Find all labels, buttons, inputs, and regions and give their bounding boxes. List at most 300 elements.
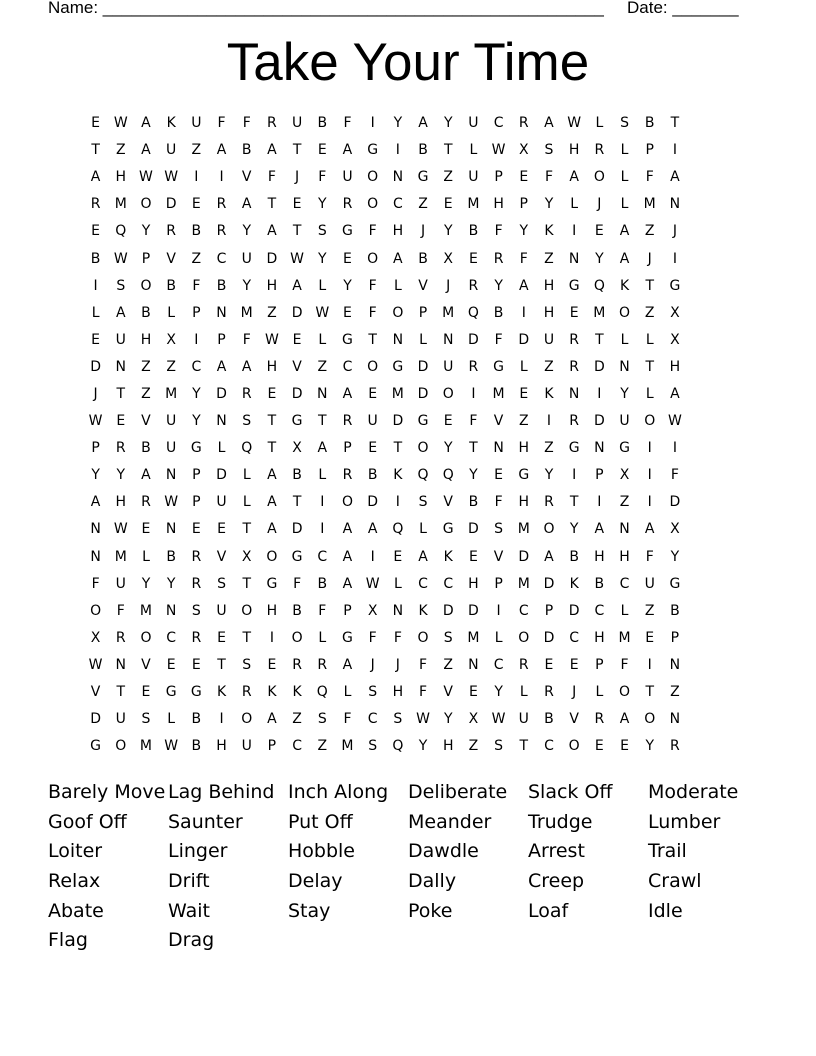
grid-letter: E xyxy=(292,196,302,213)
grid-letter: F xyxy=(368,304,377,321)
grid-letter: I xyxy=(672,440,677,457)
grid-letter: L xyxy=(217,440,226,457)
grid-letter: V xyxy=(216,548,227,565)
grid-row xyxy=(83,191,731,218)
grid-letter: D xyxy=(543,575,555,592)
grid-letter: O xyxy=(442,385,454,402)
grid-letter: E xyxy=(594,738,604,755)
grid-letter: R xyxy=(594,142,605,159)
grid-letter: A xyxy=(418,548,428,565)
grid-row xyxy=(83,300,731,327)
grid-letter: V xyxy=(292,358,302,375)
grid-letter: U xyxy=(518,711,529,728)
grid-letter: I xyxy=(320,494,325,511)
grid-letter: W xyxy=(88,656,103,673)
grid-letter: I xyxy=(395,142,400,159)
grid-letter: L xyxy=(167,304,176,321)
grid-letter: U xyxy=(115,575,126,592)
word-bank-item: Lumber xyxy=(648,810,721,833)
word-bank-item: Inch Along xyxy=(288,781,389,803)
grid-letter: N xyxy=(90,548,101,565)
grid-letter: O xyxy=(140,277,152,294)
grid-letter: W xyxy=(113,250,128,267)
grid-letter: Y xyxy=(519,223,529,240)
grid-letter: T xyxy=(242,521,251,538)
grid-letter: Y xyxy=(443,115,453,132)
grid-letter: J xyxy=(572,684,577,701)
grid-letter: T xyxy=(116,684,126,701)
grid-letter: T xyxy=(469,440,478,457)
grid-letter: X xyxy=(367,602,378,619)
grid-letter: O xyxy=(619,304,631,321)
grid-letter: N xyxy=(115,358,127,375)
grid-letter: D xyxy=(291,521,303,538)
grid-letter: Y xyxy=(318,250,327,267)
grid-letter: T xyxy=(292,494,302,511)
grid-letter: L xyxy=(242,467,251,484)
grid-letter: S xyxy=(217,575,226,592)
grid-letter: P xyxy=(418,304,428,321)
grid-letter: M xyxy=(618,629,631,646)
grid-letter: R xyxy=(241,684,252,701)
grid-letter: Z xyxy=(644,304,655,321)
grid-letter: R xyxy=(518,656,529,673)
grid-letter: B xyxy=(367,467,378,484)
grid-letter: B xyxy=(569,548,579,565)
grid-letter: T xyxy=(267,440,277,457)
word-bank xyxy=(48,778,788,956)
grid-letter: L xyxy=(393,575,402,592)
grid-letter: A xyxy=(216,358,227,375)
grid-letter: U xyxy=(216,494,227,511)
grid-letter: A xyxy=(267,223,277,240)
grid-letter: J xyxy=(295,169,300,186)
grid-letter: B xyxy=(216,277,227,294)
grid-letter: D xyxy=(266,250,278,267)
grid-letter: J xyxy=(597,196,602,213)
grid-letter: I xyxy=(597,385,602,402)
grid-letter: K xyxy=(418,602,428,619)
grid-letter: R xyxy=(493,250,504,267)
grid-letter: Q xyxy=(316,684,328,701)
grid-letter: A xyxy=(90,494,101,511)
grid-letter: Z xyxy=(115,142,126,159)
grid-letter: G xyxy=(417,413,429,430)
grid-letter: A xyxy=(342,385,353,402)
grid-letter: O xyxy=(593,169,605,186)
grid-letter: P xyxy=(192,467,201,484)
grid-letter: G xyxy=(190,684,202,701)
grid-letter: E xyxy=(368,385,378,402)
grid-letter: C xyxy=(216,250,227,267)
grid-letter: T xyxy=(569,494,579,511)
grid-letter: O xyxy=(568,738,580,755)
grid-letter: O xyxy=(367,358,379,375)
grid-letter: K xyxy=(292,684,302,701)
grid-letter: R xyxy=(518,115,529,132)
grid-letter: O xyxy=(291,629,303,646)
grid-letter: K xyxy=(216,684,227,701)
grid-letter: F xyxy=(419,656,428,673)
grid-letter: R xyxy=(216,196,227,213)
grid-letter: W xyxy=(164,738,179,755)
grid-letter: H xyxy=(493,196,504,213)
grid-letter: W xyxy=(264,331,279,348)
grid-letter: A xyxy=(367,521,378,538)
grid-letter: F xyxy=(645,548,654,565)
page-title: Take Your Time xyxy=(226,33,590,92)
grid-letter: U xyxy=(166,440,177,457)
word-bank-item: Crawl xyxy=(648,870,702,893)
word-bank-item: Arrest xyxy=(528,840,585,863)
grid-letter: I xyxy=(572,223,577,240)
grid-letter: I xyxy=(269,629,274,646)
word-bank-item: Lag Behind xyxy=(168,781,275,803)
grid-letter: F xyxy=(242,115,251,132)
grid-letter: P xyxy=(91,440,100,457)
grid-letter: H xyxy=(115,494,127,511)
grid-letter: E xyxy=(519,385,529,402)
grid-letter: M xyxy=(517,521,530,538)
grid-letter: H xyxy=(543,277,555,294)
grid-letter: Y xyxy=(141,223,151,240)
grid-letter: W xyxy=(567,115,582,132)
grid-letter: Q xyxy=(593,277,605,294)
grid-letter: C xyxy=(569,629,580,646)
grid-row xyxy=(83,137,731,164)
grid-letter: O xyxy=(543,521,555,538)
grid-letter: D xyxy=(291,385,303,402)
grid-row xyxy=(83,164,731,191)
grid-letter: B xyxy=(670,602,680,619)
grid-letter: L xyxy=(469,142,478,159)
grid-letter: A xyxy=(267,142,277,159)
grid-letter: C xyxy=(317,548,328,565)
grid-letter: R xyxy=(191,629,202,646)
grid-letter: M xyxy=(391,385,404,402)
grid-letter: P xyxy=(494,575,503,592)
grid-letter: K xyxy=(619,277,630,294)
grid-row xyxy=(83,679,731,706)
grid-letter: C xyxy=(166,629,177,646)
grid-letter: F xyxy=(242,331,251,348)
grid-letter: J xyxy=(647,250,652,267)
grid-letter: H xyxy=(669,358,681,375)
grid-letter: D xyxy=(90,711,101,728)
grid-letter: P xyxy=(343,440,352,457)
word-bank-item: Put Off xyxy=(288,810,353,833)
grid-letter: U xyxy=(115,331,126,348)
grid-letter: S xyxy=(317,711,327,728)
grid-letter: Q xyxy=(417,467,429,484)
grid-letter: J xyxy=(93,385,98,402)
grid-letter: L xyxy=(494,629,503,646)
grid-letter: S xyxy=(393,711,403,728)
grid-letter: A xyxy=(317,440,328,457)
grid-letter: Z xyxy=(141,358,151,375)
grid-letter: O xyxy=(644,413,656,430)
grid-letter: F xyxy=(494,223,503,240)
grid-row xyxy=(83,598,731,625)
grid-letter: N xyxy=(669,196,681,213)
grid-letter: L xyxy=(242,494,251,511)
grid-letter: Y xyxy=(544,467,554,484)
grid-letter: Y xyxy=(645,738,654,755)
grid-letter: C xyxy=(619,575,630,592)
grid-letter: C xyxy=(418,575,428,592)
grid-letter: Y xyxy=(91,467,100,484)
grid-letter: W xyxy=(667,413,682,430)
grid-letter: G xyxy=(342,331,353,348)
grid-letter: I xyxy=(521,304,526,321)
grid-letter: Y xyxy=(192,413,201,430)
grid-letter: X xyxy=(518,142,529,159)
grid-letter: M xyxy=(139,602,153,619)
grid-letter: S xyxy=(620,115,629,132)
grid-letter: T xyxy=(267,413,277,430)
grid-letter: I xyxy=(219,169,224,186)
grid-letter: P xyxy=(141,250,151,267)
grid-letter: I xyxy=(647,494,652,511)
grid-letter: V xyxy=(241,169,252,186)
grid-letter: I xyxy=(194,331,199,348)
grid-letter: A xyxy=(267,467,277,484)
grid-letter: E xyxy=(217,521,226,538)
grid-letter: L xyxy=(318,467,327,484)
grid-letter: Q xyxy=(241,440,253,457)
word-bank-item: Slack Off xyxy=(528,781,613,803)
grid-row xyxy=(83,544,731,571)
grid-letter: F xyxy=(368,277,377,294)
grid-row xyxy=(83,462,731,489)
grid-letter: S xyxy=(116,277,126,294)
word-bank-item: Meander xyxy=(408,810,492,833)
grid-letter: J xyxy=(446,277,451,294)
grid-letter: L xyxy=(570,196,579,213)
grid-letter: D xyxy=(367,494,379,511)
grid-letter: C xyxy=(191,358,202,375)
grid-letter: G xyxy=(90,738,102,755)
grid-letter: E xyxy=(217,629,226,646)
grid-letter: L xyxy=(419,521,427,538)
grid-letter: W xyxy=(139,169,153,186)
grid-letter: M xyxy=(442,304,455,321)
grid-letter: N xyxy=(594,440,605,457)
grid-letter: X xyxy=(292,440,302,457)
grid-letter: F xyxy=(368,629,377,646)
grid-letter: Z xyxy=(644,223,655,240)
grid-row xyxy=(83,652,731,679)
grid-letter: A xyxy=(141,142,151,159)
grid-letter: P xyxy=(544,602,554,619)
grid-letter: S xyxy=(443,629,453,646)
grid-letter: R xyxy=(115,440,126,457)
grid-letter: X xyxy=(670,521,680,538)
grid-letter: M xyxy=(240,304,253,321)
grid-letter: J xyxy=(672,223,677,240)
grid-row xyxy=(83,273,731,300)
grid-letter: S xyxy=(317,223,327,240)
grid-letter: G xyxy=(291,413,303,430)
grid-letter: D xyxy=(468,331,479,348)
grid-letter: Y xyxy=(569,521,579,538)
grid-letter: G xyxy=(669,277,681,294)
grid-letter: I xyxy=(572,467,577,484)
grid-letter: B xyxy=(191,223,202,240)
grid-letter: Z xyxy=(191,250,202,267)
grid-letter: N xyxy=(90,521,101,538)
grid-letter: A xyxy=(241,358,252,375)
word-bank-item: Relax xyxy=(48,870,101,893)
grid-letter: O xyxy=(417,440,429,457)
grid-letter: W xyxy=(113,115,128,132)
grid-letter: E xyxy=(443,413,453,430)
grid-letter: E xyxy=(569,656,579,673)
grid-letter: R xyxy=(166,223,177,240)
grid-letter: A xyxy=(644,521,655,538)
grid-row xyxy=(83,625,731,652)
grid-letter: U xyxy=(468,169,479,186)
grid-letter: B xyxy=(166,548,176,565)
grid-letter: Y xyxy=(242,223,251,240)
grid-letter: B xyxy=(191,711,202,728)
word-bank-item: Trudge xyxy=(528,810,593,833)
grid-letter: R xyxy=(191,548,202,565)
grid-letter: Z xyxy=(518,413,529,430)
grid-letter: E xyxy=(620,738,629,755)
grid-letter: B xyxy=(544,711,554,728)
grid-letter: L xyxy=(393,277,402,294)
grid-letter: N xyxy=(493,440,504,457)
grid-letter: S xyxy=(368,684,378,701)
grid-letter: U xyxy=(468,115,479,132)
grid-letter: L xyxy=(620,602,629,619)
grid-letter: U xyxy=(241,250,252,267)
word-bank-item: Barely Move xyxy=(48,781,166,803)
grid-letter: L xyxy=(620,169,629,186)
grid-letter: N xyxy=(468,656,479,673)
grid-letter: S xyxy=(242,413,252,430)
grid-letter: F xyxy=(494,494,503,511)
grid-letter: H xyxy=(266,602,278,619)
grid-letter: R xyxy=(292,656,302,673)
grid-letter: T xyxy=(242,629,251,646)
grid-letter: K xyxy=(569,575,579,592)
grid-letter: T xyxy=(368,331,377,348)
grid-letter: C xyxy=(367,711,378,728)
grid-letter: O xyxy=(140,629,152,646)
grid-letter: R xyxy=(342,196,353,213)
grid-letter: V xyxy=(443,684,453,701)
grid-letter: A xyxy=(115,304,126,321)
grid-letter: H xyxy=(518,440,530,457)
word-bank-item: Flag xyxy=(48,929,88,952)
grid-letter: Q xyxy=(467,304,479,321)
grid-letter: R xyxy=(216,223,227,240)
grid-letter: G xyxy=(165,684,177,701)
grid-letter: A xyxy=(544,115,554,132)
grid-letter: V xyxy=(493,413,504,430)
grid-letter: Z xyxy=(443,656,454,673)
grid-letter: R xyxy=(569,413,580,430)
grid-letter: W xyxy=(164,494,179,511)
grid-letter: R xyxy=(468,358,479,375)
grid-letter: M xyxy=(114,548,127,565)
grid-letter: R xyxy=(141,494,151,511)
grid-letter: Z xyxy=(544,250,554,267)
grid-letter: X xyxy=(166,331,176,348)
grid-letter: L xyxy=(167,711,176,728)
grid-letter: F xyxy=(293,575,302,592)
grid-letter: T xyxy=(645,277,654,294)
grid-letter: L xyxy=(620,196,629,213)
grid-letter: Y xyxy=(418,738,428,755)
grid-letter: T xyxy=(242,575,251,592)
grid-letter: N xyxy=(568,250,580,267)
grid-letter: R xyxy=(191,575,202,592)
grid-letter: R xyxy=(241,385,252,402)
grid-letter: M xyxy=(341,738,354,755)
grid-letter: F xyxy=(116,602,125,619)
grid-letter: K xyxy=(544,223,554,240)
grid-letter: E xyxy=(91,331,101,348)
grid-letter: X xyxy=(619,467,630,484)
grid-letter: V xyxy=(141,413,151,430)
grid-letter: T xyxy=(645,358,654,375)
grid-letter: C xyxy=(493,115,504,132)
grid-letter: I xyxy=(370,548,375,565)
grid-letter: O xyxy=(266,548,278,565)
grid-letter: G xyxy=(568,440,580,457)
grid-letter: E xyxy=(191,521,201,538)
grid-letter: E xyxy=(569,304,579,321)
grid-letter: I xyxy=(647,656,652,673)
grid-letter: P xyxy=(192,304,201,321)
grid-letter: C xyxy=(292,738,302,755)
grid-letter: W xyxy=(290,250,305,267)
word-bank-item: Delay xyxy=(288,870,343,893)
grid-letter: B xyxy=(141,304,151,321)
grid-letter: R xyxy=(90,196,101,213)
word-bank-item: Trail xyxy=(648,840,687,863)
grid-letter: G xyxy=(392,358,404,375)
grid-letter: E xyxy=(468,548,478,565)
grid-letter: F xyxy=(620,656,629,673)
grid-letter: I xyxy=(672,250,677,267)
grid-letter: M xyxy=(165,385,178,402)
grid-letter: B xyxy=(418,250,428,267)
grid-letter: D xyxy=(593,358,605,375)
grid-letter: R xyxy=(267,115,277,132)
grid-letter: A xyxy=(670,169,680,186)
grid-letter: N xyxy=(216,304,227,321)
grid-letter: O xyxy=(619,684,631,701)
grid-letter: U xyxy=(543,331,555,348)
grid-letter: Y xyxy=(166,575,176,592)
grid-letter: F xyxy=(519,250,528,267)
grid-letter: I xyxy=(93,277,98,294)
grid-letter: F xyxy=(91,575,100,592)
grid-letter: R xyxy=(317,656,328,673)
grid-letter: R xyxy=(594,711,605,728)
grid-letter: G xyxy=(190,440,202,457)
grid-letter: M xyxy=(517,575,530,592)
grid-letter: E xyxy=(468,684,478,701)
grid-letter: G xyxy=(518,467,530,484)
grid-letter: N xyxy=(165,521,177,538)
grid-letter: Y xyxy=(116,467,126,484)
word-bank-item: Moderate xyxy=(648,781,739,803)
